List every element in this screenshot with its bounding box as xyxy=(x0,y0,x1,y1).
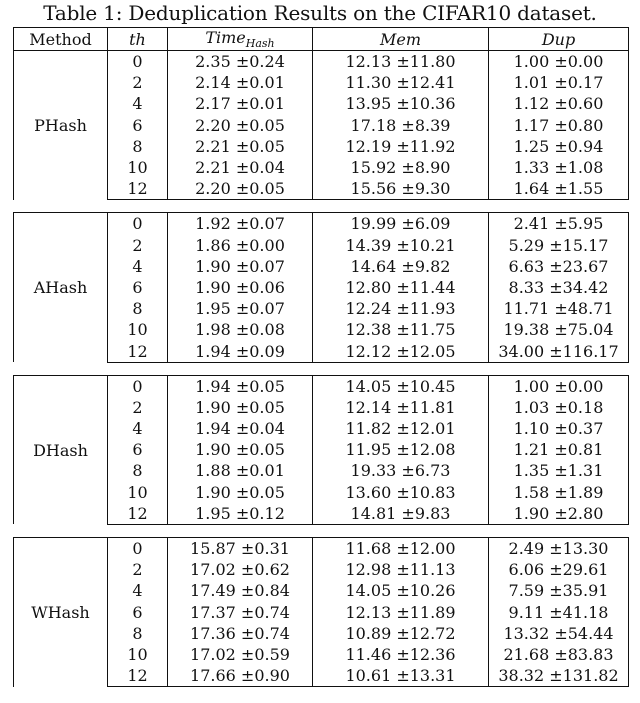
time-cell: 2.17 ±0.01 xyxy=(168,93,313,114)
th-cell: 12 xyxy=(108,178,168,200)
time-cell: 1.92 ±0.07 xyxy=(168,213,313,235)
time-cell: 1.95 ±0.07 xyxy=(168,298,313,319)
mem-cell: 14.39 ±10.21 xyxy=(313,235,489,256)
dup-cell: 1.90 ±2.80 xyxy=(489,503,629,525)
th-cell: 12 xyxy=(108,503,168,525)
th-cell: 12 xyxy=(108,665,168,687)
dup-cell: 6.63 ±23.67 xyxy=(489,256,629,277)
dup-cell: 1.17 ±0.80 xyxy=(489,115,629,136)
th-cell: 8 xyxy=(108,298,168,319)
mem-cell: 11.95 ±12.08 xyxy=(313,439,489,460)
group-spacer xyxy=(14,524,629,537)
group-spacer xyxy=(14,362,629,375)
method-name-cell: AHash xyxy=(14,213,108,362)
dup-cell: 2.41 ±5.95 xyxy=(489,213,629,235)
mem-cell: 12.80 ±11.44 xyxy=(313,277,489,298)
th-cell: 4 xyxy=(108,256,168,277)
dup-cell: 9.11 ±41.18 xyxy=(489,602,629,623)
header-dup: Dup xyxy=(489,28,629,51)
table-caption: Table 1: Deduplication Results on the CIFAR10 dataset. xyxy=(43,1,597,25)
th-cell: 10 xyxy=(108,157,168,178)
mem-cell: 11.82 ±12.01 xyxy=(313,418,489,439)
mem-cell: 12.38 ±11.75 xyxy=(313,319,489,340)
dup-cell: 2.49 ±13.30 xyxy=(489,537,629,559)
time-cell: 17.66 ±0.90 xyxy=(168,665,313,687)
dup-cell: 6.06 ±29.61 xyxy=(489,559,629,580)
dup-cell: 1.03 ±0.18 xyxy=(489,397,629,418)
mem-cell: 11.46 ±12.36 xyxy=(313,644,489,665)
time-cell: 17.02 ±0.62 xyxy=(168,559,313,580)
th-cell: 0 xyxy=(108,537,168,559)
time-cell: 2.35 ±0.24 xyxy=(168,51,313,73)
time-cell: 1.90 ±0.06 xyxy=(168,277,313,298)
mem-cell: 19.99 ±6.09 xyxy=(313,213,489,235)
th-cell: 4 xyxy=(108,580,168,601)
table-header xyxy=(14,28,629,51)
dup-cell: 1.21 ±0.81 xyxy=(489,439,629,460)
dup-cell: 1.64 ±1.55 xyxy=(489,178,629,200)
th-cell: 2 xyxy=(108,397,168,418)
time-cell: 17.36 ±0.74 xyxy=(168,623,313,644)
method-group xyxy=(14,213,629,362)
method-name-cell: PHash xyxy=(14,51,108,200)
results-table-container xyxy=(13,27,628,687)
th-cell: 10 xyxy=(108,319,168,340)
time-cell: 17.49 ±0.84 xyxy=(168,580,313,601)
time-cell: 1.94 ±0.09 xyxy=(168,340,313,362)
dup-cell: 1.01 ±0.17 xyxy=(489,72,629,93)
time-cell: 17.37 ±0.74 xyxy=(168,602,313,623)
dup-cell: 1.33 ±1.08 xyxy=(489,157,629,178)
time-cell: 1.86 ±0.00 xyxy=(168,235,313,256)
dup-cell: 1.00 ±0.00 xyxy=(489,51,629,73)
th-cell: 4 xyxy=(108,418,168,439)
time-cell: 1.90 ±0.05 xyxy=(168,439,313,460)
time-cell: 1.94 ±0.04 xyxy=(168,418,313,439)
dup-cell: 1.58 ±1.89 xyxy=(489,482,629,503)
header-time-label: Time xyxy=(205,28,246,47)
mem-cell: 13.95 ±10.36 xyxy=(313,93,489,114)
dup-cell: 21.68 ±83.83 xyxy=(489,644,629,665)
dup-cell: 1.10 ±0.37 xyxy=(489,418,629,439)
th-cell: 2 xyxy=(108,72,168,93)
time-cell: 1.94 ±0.05 xyxy=(168,375,313,397)
th-cell: 2 xyxy=(108,235,168,256)
th-cell: 10 xyxy=(108,482,168,503)
time-cell: 1.90 ±0.07 xyxy=(168,256,313,277)
mem-cell: 14.05 ±10.26 xyxy=(313,580,489,601)
time-cell: 2.14 ±0.01 xyxy=(168,72,313,93)
dup-cell: 5.29 ±15.17 xyxy=(489,235,629,256)
mem-cell: 10.61 ±13.31 xyxy=(313,665,489,687)
time-cell: 2.20 ±0.05 xyxy=(168,115,313,136)
mem-cell: 11.30 ±12.41 xyxy=(313,72,489,93)
dup-cell: 19.38 ±75.04 xyxy=(489,319,629,340)
th-cell: 8 xyxy=(108,136,168,157)
dup-cell: 1.00 ±0.00 xyxy=(489,375,629,397)
mem-cell: 13.60 ±10.83 xyxy=(313,482,489,503)
th-cell: 6 xyxy=(108,439,168,460)
dup-cell: 1.35 ±1.31 xyxy=(489,460,629,481)
mem-cell: 15.92 ±8.90 xyxy=(313,157,489,178)
mem-cell: 17.18 ±8.39 xyxy=(313,115,489,136)
mem-cell: 12.13 ±11.89 xyxy=(313,602,489,623)
th-cell: 2 xyxy=(108,559,168,580)
dup-cell: 13.32 ±54.44 xyxy=(489,623,629,644)
mem-cell: 12.24 ±11.93 xyxy=(313,298,489,319)
mem-cell: 12.98 ±11.13 xyxy=(313,559,489,580)
dup-cell: 34.00 ±116.17 xyxy=(489,340,629,362)
time-cell: 2.21 ±0.05 xyxy=(168,136,313,157)
mem-cell: 15.56 ±9.30 xyxy=(313,178,489,200)
th-cell: 10 xyxy=(108,644,168,665)
time-cell: 15.87 ±0.31 xyxy=(168,537,313,559)
mem-cell: 14.81 ±9.83 xyxy=(313,503,489,525)
mem-cell: 10.89 ±12.72 xyxy=(313,623,489,644)
mem-cell: 11.68 ±12.00 xyxy=(313,537,489,559)
mem-cell: 14.64 ±9.82 xyxy=(313,256,489,277)
dup-cell: 7.59 ±35.91 xyxy=(489,580,629,601)
th-cell: 6 xyxy=(108,602,168,623)
mem-cell: 12.13 ±11.80 xyxy=(313,51,489,73)
mem-cell: 14.05 ±10.45 xyxy=(313,375,489,397)
table-row xyxy=(14,375,629,397)
dup-cell: 38.32 ±131.82 xyxy=(489,665,629,687)
table-row xyxy=(14,213,629,235)
th-cell: 0 xyxy=(108,213,168,235)
header-th: th xyxy=(108,28,168,51)
th-cell: 12 xyxy=(108,340,168,362)
dup-cell: 11.71 ±48.71 xyxy=(489,298,629,319)
dup-cell: 8.33 ±34.42 xyxy=(489,277,629,298)
th-cell: 8 xyxy=(108,623,168,644)
th-cell: 0 xyxy=(108,51,168,73)
header-mem: Mem xyxy=(313,28,489,51)
method-group xyxy=(14,51,629,200)
table-row xyxy=(14,51,629,73)
time-cell: 1.90 ±0.05 xyxy=(168,397,313,418)
table-row xyxy=(14,537,629,559)
method-name-cell: WHash xyxy=(14,537,108,686)
th-cell: 4 xyxy=(108,93,168,114)
th-cell: 0 xyxy=(108,375,168,397)
dup-cell: 1.25 ±0.94 xyxy=(489,136,629,157)
time-cell: 1.95 ±0.12 xyxy=(168,503,313,525)
time-cell: 17.02 ±0.59 xyxy=(168,644,313,665)
method-name-cell: DHash xyxy=(14,375,108,524)
mem-cell: 12.14 ±11.81 xyxy=(313,397,489,418)
th-cell: 8 xyxy=(108,460,168,481)
time-cell: 1.90 ±0.05 xyxy=(168,482,313,503)
th-cell: 6 xyxy=(108,115,168,136)
header-row xyxy=(14,28,629,51)
results-table xyxy=(13,27,629,687)
header-method: Method xyxy=(14,28,108,51)
dup-cell: 1.12 ±0.60 xyxy=(489,93,629,114)
time-cell: 1.88 ±0.01 xyxy=(168,460,313,481)
method-group xyxy=(14,375,629,524)
time-cell: 2.20 ±0.05 xyxy=(168,178,313,200)
method-group xyxy=(14,537,629,686)
header-time-subscript: Hash xyxy=(245,37,275,50)
group-spacer xyxy=(14,200,629,213)
mem-cell: 12.12 ±12.05 xyxy=(313,340,489,362)
th-cell: 6 xyxy=(108,277,168,298)
header-time xyxy=(168,28,313,51)
time-cell: 1.98 ±0.08 xyxy=(168,319,313,340)
mem-cell: 12.19 ±11.92 xyxy=(313,136,489,157)
time-cell: 2.21 ±0.04 xyxy=(168,157,313,178)
mem-cell: 19.33 ±6.73 xyxy=(313,460,489,481)
